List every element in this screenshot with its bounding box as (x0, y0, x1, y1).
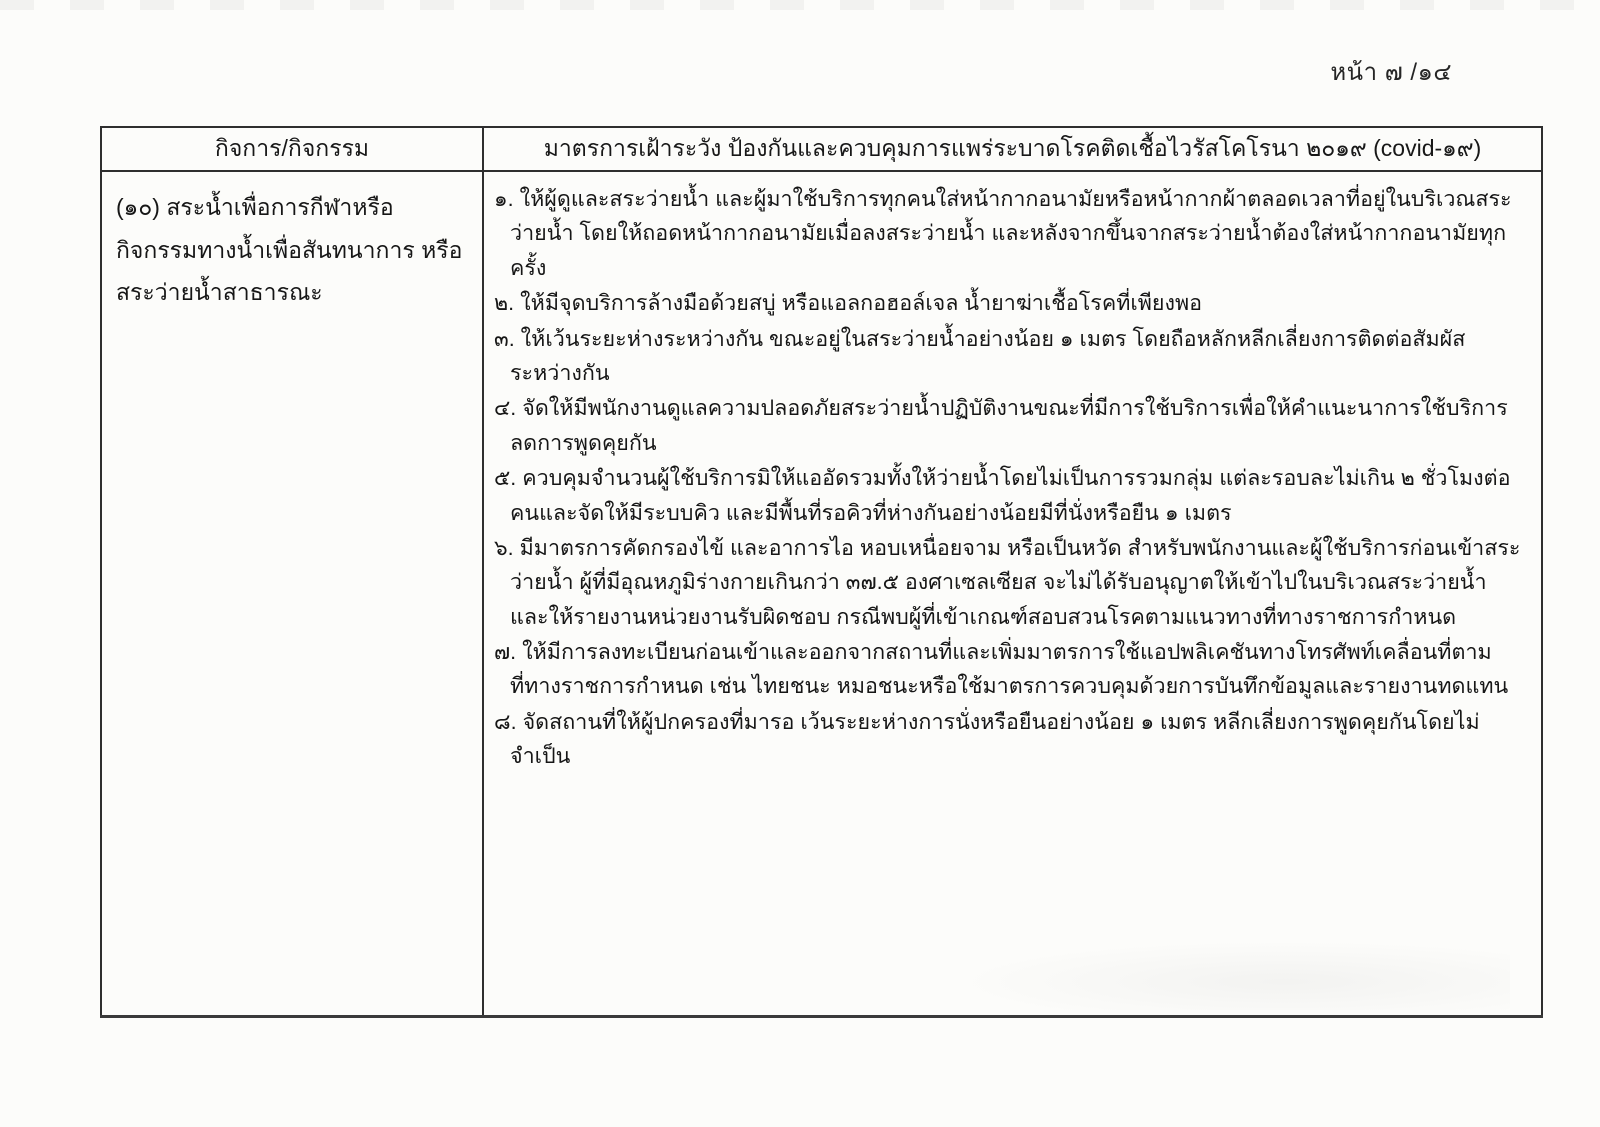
measure-text: จัดสถานที่ให้ผู้ปกครองที่มารอ เว้นระยะห่างการนั่งหรือยืนอย่างน้อย ๑ เมตร หลีกเลี่ยงการพูดคุยกันโดยไม่จำเป็น (510, 709, 1480, 769)
measure-number: ๑. (494, 187, 514, 211)
table-header-row (101, 127, 1542, 171)
measure-item-5 (494, 461, 1525, 530)
measure-text: ควบคุมจำนวนผู้ใช้บริการมิให้แออัดรวมทั้งให้ว่ายน้ำโดยไม่เป็นการรวมกลุ่ม แต่ละรอบละไม่เกิน ๒ ชั่วโมงต่อคนและจัดให้มีระบบคิว และมีพื้นที่รอคิวที่ห่างกันอย่างน้อยมีที่นั่งหรือยืน ๑ เมตร (510, 466, 1511, 525)
measure-item-1 (494, 182, 1525, 285)
measures-cell (483, 171, 1542, 1017)
measure-number: ๖. (494, 535, 514, 560)
measure-item-2 (494, 286, 1525, 320)
measure-text: มีมาตรการคัดกรองไข้ และอาการไอ หอบเหนื่อยจาม หรือเป็นหวัด สำหรับพนักงานและผู้ใช้บริการก่อนเข้าสระว่ายน้ำ ผู้ที่มีอุณหภูมิร่างกายเกินกว่า ๓๗.๕ องศาเซลเซียส จะไม่ได้รับอนุญาตให้เข้าไปในบริเวณสระว่ายน้ำ และให้รายงานหน่วยงานรับผิดชอบ กรณีพบผู้ที่เข้าเกณฑ์สอบสวนโรคตามแนวทางที่ทางราชการกำหนด (510, 535, 1521, 629)
measure-item-3 (494, 322, 1525, 391)
measure-item-4 (494, 391, 1525, 460)
measure-text: ให้มีการลงทะเบียนก่อนเข้าและออกจากสถานที่และเพิ่มมาตรการใช้แอปพลิเคชันทางโทรศัพท์เคลื่อนที่ตามที่ทางราชการกำหนด เช่น ไทยชนะ หมอชนะหรือใช้มาตรการควบคุมด้วยการบันทึกข้อมูลและรายงานทดแทน (510, 640, 1509, 699)
measure-item-8 (494, 705, 1525, 774)
measure-text: ให้เว้นระยะห่างระหว่างกัน ขณะอยู่ในสระว่ายน้ำอย่างน้อย ๑ เมตร โดยถือหลักหลีกเลี่ยงการติดต่อสัมผัสระหว่างกัน (510, 326, 1466, 385)
measure-item-6 (494, 531, 1525, 634)
measure-number: ๗. (494, 640, 517, 665)
measure-text: ให้ผู้ดูและสระว่ายน้ำ และผู้มาใช้บริการทุกคนใส่หน้ากากอนามัยหรือหน้ากากผ้าตลอดเวลาที่อยู่ในบริเวณสระว่ายน้ำ โดยให้ถอดหน้ากากอนามัยเมื่อลงสระว่ายน้ำ และหลังจากขึ้นจากสระว่ายน้ำต้องใส่หน้ากากอนามัยทุกครั้ง (510, 187, 1512, 280)
measure-number: ๒. (494, 291, 515, 316)
activity-cell: (๑๐) สระน้ำเพื่อการกีฬาหรือกิจกรรมทางน้ำเพื่อสันทนาการ หรือสระว่ายน้ำสาธารณะ (101, 171, 483, 1017)
table-row (101, 171, 1542, 1017)
measure-number: ๘. (494, 709, 517, 734)
measure-number: ๓. (494, 326, 515, 351)
covid-measures-table (100, 126, 1543, 1018)
measure-item-7 (494, 635, 1525, 704)
measure-text: ให้มีจุดบริการล้างมือด้วยสบู่ หรือแอลกอฮอล์เจล น้ำยาฆ่าเชื้อโรคที่เพียงพอ (520, 291, 1203, 316)
measure-text: จัดให้มีพนักงานดูแลความปลอดภัยสระว่ายน้ำปฏิบัติงานขณะที่มีการใช้บริการเพื่อให้คำแนะนาการใช้บริการ ลดการพูดคุยกัน (510, 396, 1508, 455)
column-header-activity: กิจการ/กิจกรรม (101, 127, 483, 171)
measure-number: ๔. (494, 396, 517, 421)
page-number: หน้า ๗ /๑๔ (1330, 59, 1452, 86)
scan-artifact (0, 0, 1600, 10)
column-header-measures: มาตรการเฝ้าระวัง ป้องกันและควบคุมการแพร่ระบาดโรคติดเชื้อไวรัสโคโรนา ๒๐๑๙ (covid-๑๙) (483, 127, 1542, 171)
measure-number: ๕. (494, 466, 517, 491)
